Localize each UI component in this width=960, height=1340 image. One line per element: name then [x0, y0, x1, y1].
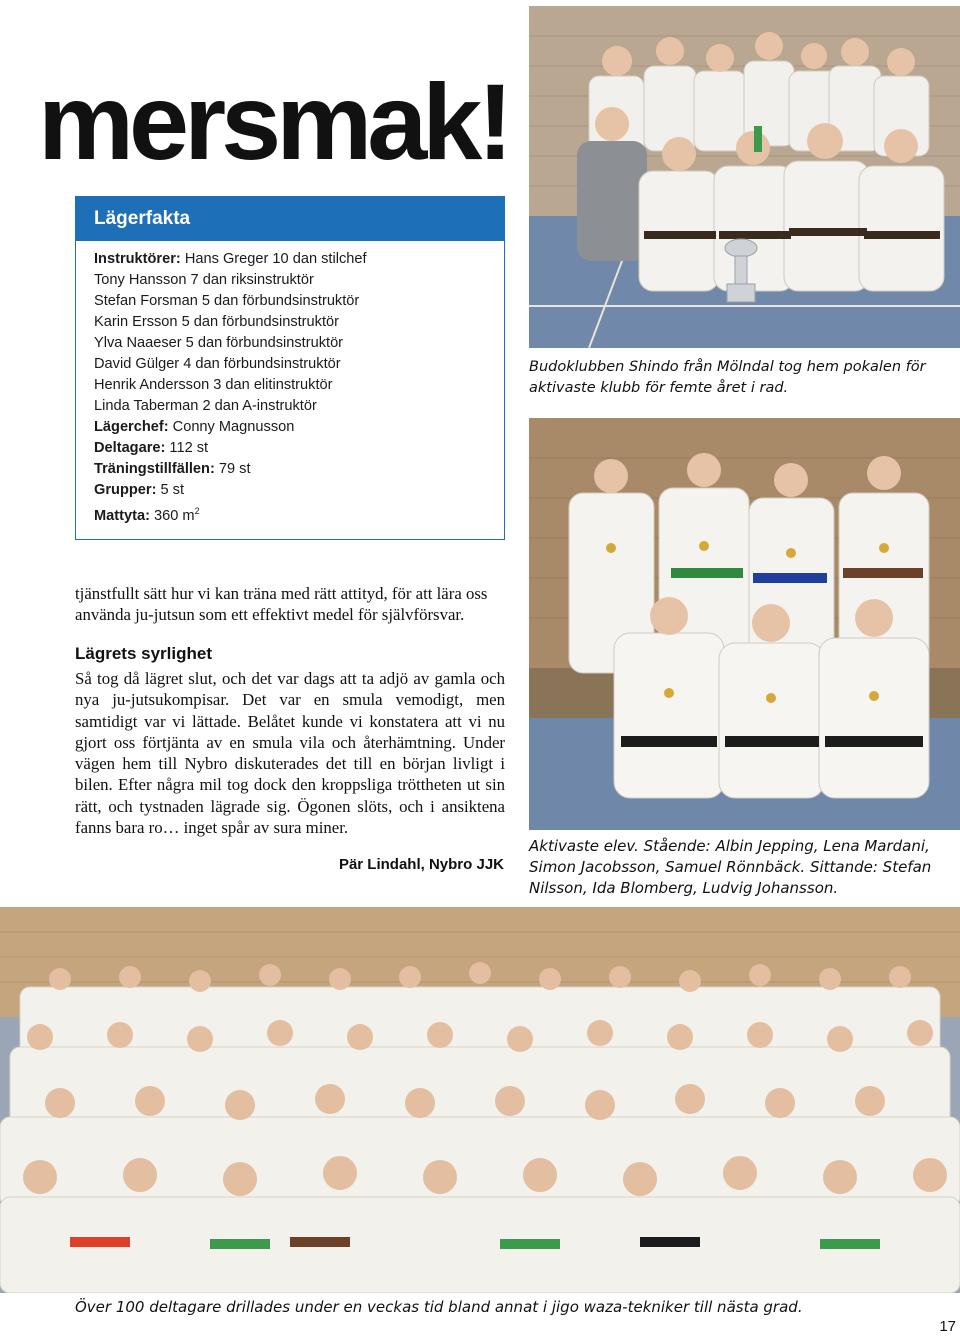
page-number: 17	[939, 1318, 956, 1335]
team-trophy-photo	[529, 6, 960, 348]
page-headline: mersmak!	[38, 61, 509, 182]
body-paragraph: Så tog då lägret slut, och det var dags att ta adjö av gamla och nya ju-jutsukompisar. Det var en smula vemodigt, men samtidigt var vi lättade. Belåtet kunde vi konstatera att vi nu gjort oss förtjänta av en smula vila och återhämtning. Under vägen hem till Nybro diskuterades det till en början livligt i bilen. Efter några mil tog dock den kroppsliga tröttheten ut sin rätt, och tystnaden lägrade sig. Ögonen slöts, och i ansiktena fanns bara ro… inget spår av sura miner.	[75, 669, 505, 838]
caption-trophy: Budoklubben Shindo från Mölndal tog hem pokalen för aktivaste klubb för femte året i rad.	[529, 359, 926, 396]
section-heading: Lägrets syrlighet	[75, 644, 212, 663]
caption-active-students: Aktivaste elev. Stående: Albin Jepping, Lena Mardani, Simon Jacobsson, Samuel Rönnbäck. Sittande: Stefan Nilsson, Ida Blomberg, Ludvig Johansson.	[529, 837, 932, 897]
fact-row: Linda Taberman 2 dan A-instruktör	[94, 398, 317, 414]
fact-row: David Gülger 4 dan förbundsinstruktör	[94, 356, 341, 372]
fact-box	[75, 196, 505, 540]
fact-row: Deltagare: 112 st	[94, 440, 209, 456]
fact-row: Ylva Naaeser 5 dan förbundsinstruktör	[94, 335, 344, 351]
fact-row: Mattyta: 360 $m^2$	[94, 506, 200, 524]
intro-paragraph: tjänstfullt sätt hur vi kan träna med rätt attityd, för att lära oss använda ju-jutsun som ett effektivt medel för självförsvar.	[75, 584, 488, 625]
author-byline: Pär Lindahl, Nybro JJK	[338, 856, 504, 873]
fact-row: Grupper: 5 st	[94, 482, 185, 498]
active-students-photo	[529, 418, 960, 830]
fact-row: Stefan Forsman 5 dan förbundsinstruktör	[94, 293, 360, 309]
fact-row: Tony Hansson 7 dan riksinstruktör	[94, 272, 314, 288]
caption-group: Över 100 deltagare drillades under en veckas tid bland annat i jigo waza-tekniker till nästa grad.	[75, 1298, 803, 1316]
group-photo	[0, 907, 960, 1293]
fact-box-body	[76, 241, 504, 527]
fact-row: Henrik Andersson 3 dan elitinstruktör	[94, 377, 333, 393]
fact-row: Träningstillfällen: 79 st	[94, 461, 251, 477]
fact-row: Instruktörer: Hans Greger 10 dan stilchef	[94, 251, 367, 267]
fact-row: Karin Ersson 5 dan förbundsinstruktör	[94, 314, 339, 330]
fact-box-title: Lägerfakta	[76, 197, 504, 241]
fact-row: Lägerchef: Conny Magnusson	[94, 419, 295, 435]
